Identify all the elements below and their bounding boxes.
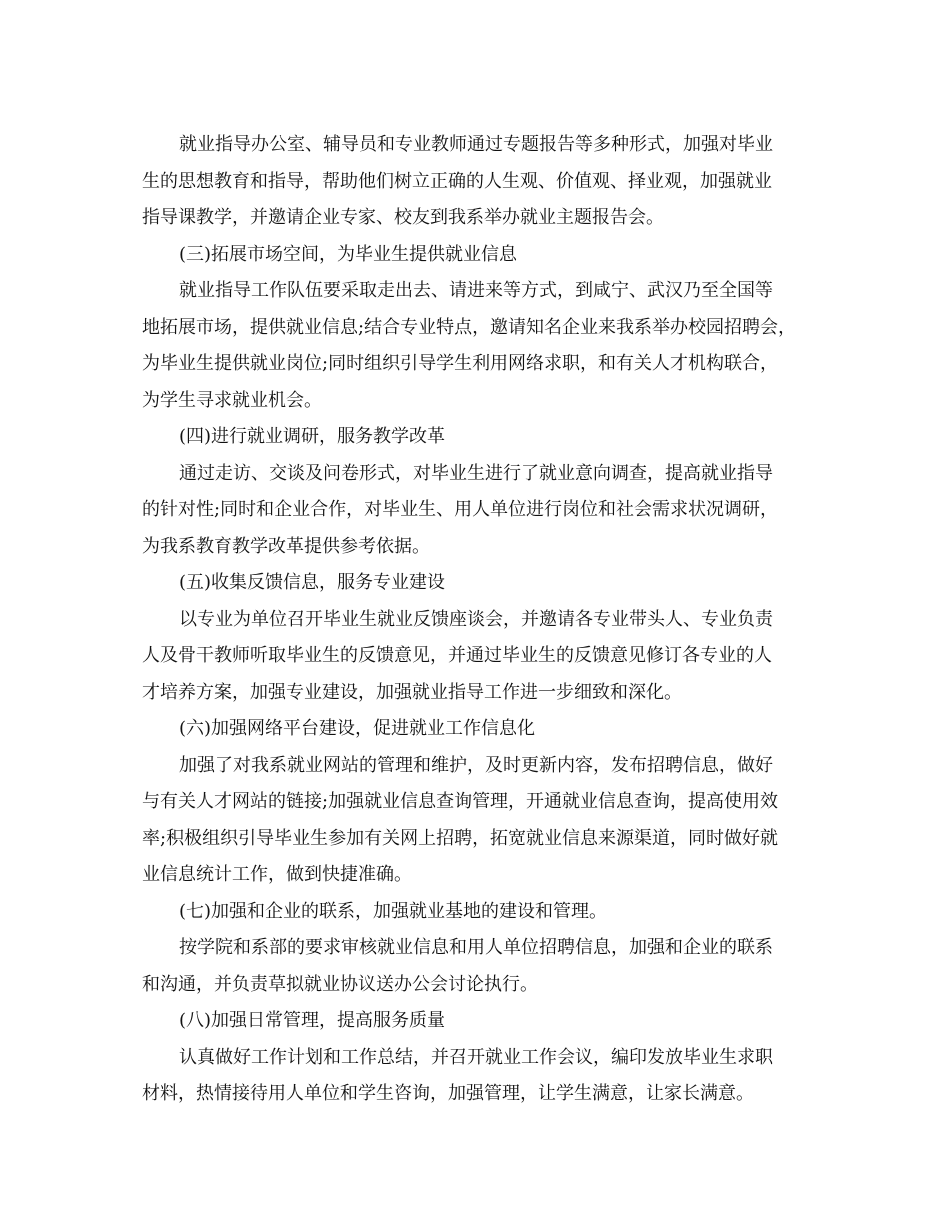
- text-line: 指导课教学，并邀请企业专家、校友到我系举办就业主题报告会。: [142, 207, 664, 228]
- text-line: (五)收集反馈信息，服务专业建设: [179, 572, 446, 593]
- text-line: 加强了对我系就业网站的管理和维护，及时更新内容，发布招聘信息，做好: [179, 754, 773, 776]
- text-line: (七)加强和企业的联系，加强就业基地的建设和管理。: [179, 900, 608, 922]
- text-line: (三)拓展市场空间，为毕业生提供就业信息: [179, 243, 518, 265]
- text-line: 人及骨干教师听取毕业生的反馈意见，并通过毕业生的反馈意见修订各专业的人: [142, 645, 772, 666]
- text-line: 就业指导工作队伍要采取走出去、请进来等方式，到咸宁、武汉乃至全国等: [179, 280, 773, 301]
- text-line: 生的思想教育和指导，帮助他们树立正确的人生观、价值观、择业观，加强就业: [142, 170, 772, 192]
- text-line: 的针对性;同时和企业合作，对毕业生、用人单位进行岗位和社会需求状况调研，: [142, 499, 779, 520]
- text-line: 业信息统计工作，做到快捷准确。: [142, 864, 412, 885]
- text-line: 为毕业生提供就业岗位;同时组织引导学生利用网络求职，和有关人才机构联合，: [142, 353, 779, 374]
- text-line: 为学生寻求就业机会。: [142, 389, 322, 411]
- text-line: 材料，热情接待用人单位和学生咨询，加强管理，让学生满意，让家长满意。: [142, 1083, 754, 1104]
- text-line: 和沟通，并负责草拟就业协议送办公会讨论执行。: [142, 973, 538, 995]
- text-line: 以专业为单位召开毕业生就业反馈座谈会，并邀请各专业带头人、专业负责: [179, 608, 773, 630]
- text-line: 为我系教育教学改革提供参考依据。: [142, 535, 430, 557]
- text-line: 按学院和系部的要求审核就业信息和用人单位招聘信息，加强和企业的联系: [179, 937, 773, 958]
- text-line: 通过走访、交谈及问卷形式，对毕业生进行了就业意向调查，提高就业指导: [179, 462, 773, 484]
- text-line: (六)加强网络平台建设，促进就业工作信息化: [179, 718, 536, 739]
- text-line: 就业指导办公室、辅导员和专业教师通过专题报告等多种形式，加强对毕业: [179, 134, 773, 155]
- document-body: [142, 127, 810, 1113]
- text-line: 地拓展市场，提供就业信息;结合专业特点，邀请知名企业来我系举办校园招聘会，: [142, 316, 797, 338]
- text-line: 与有关人才网站的链接;加强就业信息查询管理，开通就业信息查询，提高使用效: [142, 791, 779, 812]
- text-line: 才培养方案，加强专业建设，加强就业指导工作进一步细致和深化。: [142, 681, 682, 703]
- text-line: 率;积极组织引导毕业生参加有关网上招聘，拓宽就业信息来源渠道，同时做好就: [142, 827, 779, 849]
- text-line: (八)加强日常管理，提高服务质量: [179, 1010, 446, 1031]
- text-line: 认真做好工作计划和工作总结，并召开就业工作会议，编印发放毕业生求职: [179, 1046, 773, 1068]
- text-line: (四)进行就业调研，服务教学改革: [179, 426, 446, 447]
